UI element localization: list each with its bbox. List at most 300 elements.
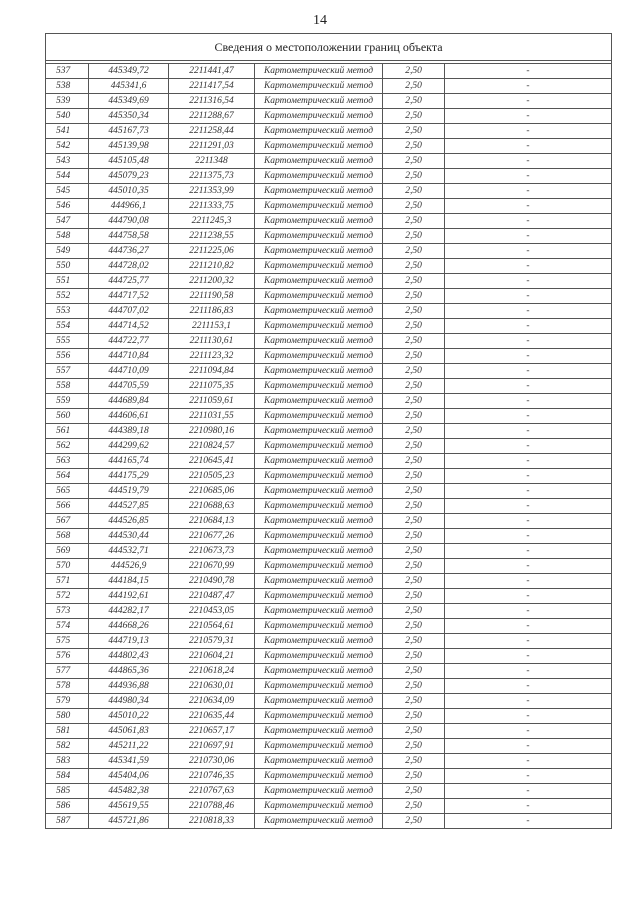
table-row bbox=[46, 679, 612, 694]
table-row bbox=[46, 64, 612, 79]
method-cell: Картометрический метод bbox=[255, 319, 383, 334]
x-coordinate-cell: 444719,13 bbox=[89, 634, 169, 649]
table-row bbox=[46, 124, 612, 139]
y-coordinate-cell: 2210788,46 bbox=[169, 799, 255, 814]
table-row bbox=[46, 709, 612, 724]
method-cell: Картометрический метод bbox=[255, 529, 383, 544]
y-coordinate-cell: 2210684,13 bbox=[169, 514, 255, 529]
precision-cell: 2,50 bbox=[383, 619, 445, 634]
x-coordinate-cell: 445010,22 bbox=[89, 709, 169, 724]
precision-cell: 2,50 bbox=[383, 229, 445, 244]
description-cell: - bbox=[445, 709, 612, 724]
y-coordinate-cell: 2210657,17 bbox=[169, 724, 255, 739]
x-coordinate-cell: 444519,79 bbox=[89, 484, 169, 499]
point-number-cell: 576 bbox=[46, 649, 89, 664]
precision-cell: 2,50 bbox=[383, 94, 445, 109]
precision-cell: 2,50 bbox=[383, 604, 445, 619]
point-number-cell: 578 bbox=[46, 679, 89, 694]
point-number-cell: 558 bbox=[46, 379, 89, 394]
method-cell: Картометрический метод bbox=[255, 364, 383, 379]
method-cell: Картометрический метод bbox=[255, 709, 383, 724]
y-coordinate-cell: 2210670,99 bbox=[169, 559, 255, 574]
y-coordinate-cell: 2210685,06 bbox=[169, 484, 255, 499]
description-cell: - bbox=[445, 769, 612, 784]
point-number-cell: 564 bbox=[46, 469, 89, 484]
x-coordinate-cell: 445482,38 bbox=[89, 784, 169, 799]
boundary-coordinates-table bbox=[45, 33, 612, 829]
precision-cell: 2,50 bbox=[383, 559, 445, 574]
method-cell: Картометрический метод bbox=[255, 274, 383, 289]
point-number-cell: 556 bbox=[46, 349, 89, 364]
point-number-cell: 550 bbox=[46, 259, 89, 274]
precision-cell: 2,50 bbox=[383, 304, 445, 319]
method-cell: Картометрический метод bbox=[255, 259, 383, 274]
method-cell: Картометрический метод bbox=[255, 619, 383, 634]
description-cell: - bbox=[445, 364, 612, 379]
table-row bbox=[46, 109, 612, 124]
y-coordinate-cell: 2211316,54 bbox=[169, 94, 255, 109]
point-number-cell: 566 bbox=[46, 499, 89, 514]
x-coordinate-cell: 444717,52 bbox=[89, 289, 169, 304]
x-coordinate-cell: 444184,15 bbox=[89, 574, 169, 589]
method-cell: Картометрический метод bbox=[255, 499, 383, 514]
method-cell: Картометрический метод bbox=[255, 769, 383, 784]
method-cell: Картометрический метод bbox=[255, 184, 383, 199]
point-number-cell: 561 bbox=[46, 424, 89, 439]
table-row bbox=[46, 319, 612, 334]
y-coordinate-cell: 2210630,01 bbox=[169, 679, 255, 694]
point-number-cell: 538 bbox=[46, 79, 89, 94]
point-number-cell: 571 bbox=[46, 574, 89, 589]
y-coordinate-cell: 2211288,67 bbox=[169, 109, 255, 124]
point-number-cell: 539 bbox=[46, 94, 89, 109]
description-cell: - bbox=[445, 259, 612, 274]
x-coordinate-cell: 445105,48 bbox=[89, 154, 169, 169]
method-cell: Картометрический метод bbox=[255, 814, 383, 829]
point-number-cell: 583 bbox=[46, 754, 89, 769]
precision-cell: 2,50 bbox=[383, 799, 445, 814]
point-number-cell: 541 bbox=[46, 124, 89, 139]
table-row bbox=[46, 784, 612, 799]
y-coordinate-cell: 2211258,44 bbox=[169, 124, 255, 139]
y-coordinate-cell: 2210673,73 bbox=[169, 544, 255, 559]
y-coordinate-cell: 2211210,82 bbox=[169, 259, 255, 274]
description-cell: - bbox=[445, 199, 612, 214]
point-number-cell: 565 bbox=[46, 484, 89, 499]
table-row bbox=[46, 754, 612, 769]
precision-cell: 2,50 bbox=[383, 499, 445, 514]
table-body bbox=[46, 34, 612, 829]
point-number-cell: 546 bbox=[46, 199, 89, 214]
x-coordinate-cell: 445079,23 bbox=[89, 169, 169, 184]
point-number-cell: 582 bbox=[46, 739, 89, 754]
y-coordinate-cell: 2211153,1 bbox=[169, 319, 255, 334]
table-row bbox=[46, 514, 612, 529]
point-number-cell: 587 bbox=[46, 814, 89, 829]
y-coordinate-cell: 2210746,35 bbox=[169, 769, 255, 784]
method-cell: Картометрический метод bbox=[255, 604, 383, 619]
point-number-cell: 581 bbox=[46, 724, 89, 739]
precision-cell: 2,50 bbox=[383, 214, 445, 229]
x-coordinate-cell: 445139,98 bbox=[89, 139, 169, 154]
table-row bbox=[46, 439, 612, 454]
method-cell: Картометрический метод bbox=[255, 469, 383, 484]
y-coordinate-cell: 2210767,63 bbox=[169, 784, 255, 799]
table-row bbox=[46, 289, 612, 304]
precision-cell: 2,50 bbox=[383, 469, 445, 484]
point-number-cell: 544 bbox=[46, 169, 89, 184]
method-cell: Картометрический метод bbox=[255, 154, 383, 169]
point-number-cell: 579 bbox=[46, 694, 89, 709]
table-row bbox=[46, 544, 612, 559]
description-cell: - bbox=[445, 679, 612, 694]
y-coordinate-cell: 2211186,83 bbox=[169, 304, 255, 319]
method-cell: Картометрический метод bbox=[255, 784, 383, 799]
table-row bbox=[46, 574, 612, 589]
table-row bbox=[46, 409, 612, 424]
method-cell: Картометрический метод bbox=[255, 199, 383, 214]
point-number-cell: 554 bbox=[46, 319, 89, 334]
description-cell: - bbox=[445, 244, 612, 259]
description-cell: - bbox=[445, 64, 612, 79]
method-cell: Картометрический метод bbox=[255, 244, 383, 259]
method-cell: Картометрический метод bbox=[255, 289, 383, 304]
description-cell: - bbox=[445, 499, 612, 514]
description-cell: - bbox=[445, 154, 612, 169]
precision-cell: 2,50 bbox=[383, 259, 445, 274]
precision-cell: 2,50 bbox=[383, 379, 445, 394]
description-cell: - bbox=[445, 184, 612, 199]
point-number-cell: 573 bbox=[46, 604, 89, 619]
y-coordinate-cell: 2210487,47 bbox=[169, 589, 255, 604]
table-row bbox=[46, 364, 612, 379]
x-coordinate-cell: 444865,36 bbox=[89, 664, 169, 679]
table-row bbox=[46, 814, 612, 829]
x-coordinate-cell: 444714,52 bbox=[89, 319, 169, 334]
x-coordinate-cell: 444389,18 bbox=[89, 424, 169, 439]
method-cell: Картометрический метод bbox=[255, 559, 383, 574]
x-coordinate-cell: 445350,34 bbox=[89, 109, 169, 124]
precision-cell: 2,50 bbox=[383, 724, 445, 739]
table-row bbox=[46, 349, 612, 364]
y-coordinate-cell: 2210645,41 bbox=[169, 454, 255, 469]
y-coordinate-cell: 2210824,57 bbox=[169, 439, 255, 454]
x-coordinate-cell: 444802,43 bbox=[89, 649, 169, 664]
table-row bbox=[46, 604, 612, 619]
description-cell: - bbox=[445, 694, 612, 709]
x-coordinate-cell: 444725,77 bbox=[89, 274, 169, 289]
x-coordinate-cell: 444722,77 bbox=[89, 334, 169, 349]
description-cell: - bbox=[445, 484, 612, 499]
point-number-cell: 540 bbox=[46, 109, 89, 124]
point-number-cell: 549 bbox=[46, 244, 89, 259]
y-coordinate-cell: 2211348 bbox=[169, 154, 255, 169]
method-cell: Картометрический метод bbox=[255, 799, 383, 814]
x-coordinate-cell: 445349,69 bbox=[89, 94, 169, 109]
x-coordinate-cell: 444980,34 bbox=[89, 694, 169, 709]
y-coordinate-cell: 2211200,32 bbox=[169, 274, 255, 289]
method-cell: Картометрический метод bbox=[255, 694, 383, 709]
description-cell: - bbox=[445, 349, 612, 364]
description-cell: - bbox=[445, 544, 612, 559]
x-coordinate-cell: 445721,86 bbox=[89, 814, 169, 829]
y-coordinate-cell: 2210604,21 bbox=[169, 649, 255, 664]
point-number-cell: 567 bbox=[46, 514, 89, 529]
precision-cell: 2,50 bbox=[383, 634, 445, 649]
point-number-cell: 543 bbox=[46, 154, 89, 169]
method-cell: Картометрический метод bbox=[255, 424, 383, 439]
description-cell: - bbox=[445, 619, 612, 634]
x-coordinate-cell: 445619,55 bbox=[89, 799, 169, 814]
x-coordinate-cell: 444606,61 bbox=[89, 409, 169, 424]
point-number-cell: 551 bbox=[46, 274, 89, 289]
precision-cell: 2,50 bbox=[383, 289, 445, 304]
table-row bbox=[46, 559, 612, 574]
description-cell: - bbox=[445, 604, 612, 619]
x-coordinate-cell: 444936,88 bbox=[89, 679, 169, 694]
description-cell: - bbox=[445, 109, 612, 124]
y-coordinate-cell: 2210564,61 bbox=[169, 619, 255, 634]
description-cell: - bbox=[445, 799, 612, 814]
table-row bbox=[46, 304, 612, 319]
point-number-cell: 585 bbox=[46, 784, 89, 799]
x-coordinate-cell: 444165,74 bbox=[89, 454, 169, 469]
description-cell: - bbox=[445, 274, 612, 289]
x-coordinate-cell: 444175,29 bbox=[89, 469, 169, 484]
description-cell: - bbox=[445, 334, 612, 349]
method-cell: Картометрический метод bbox=[255, 229, 383, 244]
point-number-cell: 542 bbox=[46, 139, 89, 154]
table-row bbox=[46, 649, 612, 664]
table-row bbox=[46, 274, 612, 289]
method-cell: Картометрический метод bbox=[255, 589, 383, 604]
point-number-cell: 562 bbox=[46, 439, 89, 454]
precision-cell: 2,50 bbox=[383, 334, 445, 349]
y-coordinate-cell: 2211291,03 bbox=[169, 139, 255, 154]
point-number-cell: 537 bbox=[46, 64, 89, 79]
table-row bbox=[46, 214, 612, 229]
description-cell: - bbox=[445, 304, 612, 319]
point-number-cell: 568 bbox=[46, 529, 89, 544]
page-number: 14 bbox=[313, 13, 327, 28]
precision-cell: 2,50 bbox=[383, 709, 445, 724]
x-coordinate-cell: 444282,17 bbox=[89, 604, 169, 619]
point-number-cell: 563 bbox=[46, 454, 89, 469]
x-coordinate-cell: 445010,35 bbox=[89, 184, 169, 199]
precision-cell: 2,50 bbox=[383, 424, 445, 439]
x-coordinate-cell: 444526,9 bbox=[89, 559, 169, 574]
table-row bbox=[46, 199, 612, 214]
x-coordinate-cell: 444728,02 bbox=[89, 259, 169, 274]
y-coordinate-cell: 2211441,47 bbox=[169, 64, 255, 79]
method-cell: Картометрический метод bbox=[255, 214, 383, 229]
description-cell: - bbox=[445, 379, 612, 394]
table-row bbox=[46, 454, 612, 469]
method-cell: Картометрический метод bbox=[255, 394, 383, 409]
precision-cell: 2,50 bbox=[383, 679, 445, 694]
y-coordinate-cell: 2210453,05 bbox=[169, 604, 255, 619]
description-cell: - bbox=[445, 739, 612, 754]
precision-cell: 2,50 bbox=[383, 64, 445, 79]
method-cell: Картометрический метод bbox=[255, 349, 383, 364]
precision-cell: 2,50 bbox=[383, 574, 445, 589]
x-coordinate-cell: 445167,73 bbox=[89, 124, 169, 139]
description-cell: - bbox=[445, 424, 612, 439]
method-cell: Картометрический метод bbox=[255, 94, 383, 109]
y-coordinate-cell: 2210980,16 bbox=[169, 424, 255, 439]
point-number-cell: 547 bbox=[46, 214, 89, 229]
x-coordinate-cell: 444530,44 bbox=[89, 529, 169, 544]
table-row bbox=[46, 664, 612, 679]
description-cell: - bbox=[445, 124, 612, 139]
table-row bbox=[46, 169, 612, 184]
y-coordinate-cell: 2211059,61 bbox=[169, 394, 255, 409]
method-cell: Картометрический метод bbox=[255, 739, 383, 754]
table-row bbox=[46, 619, 612, 634]
precision-cell: 2,50 bbox=[383, 319, 445, 334]
x-coordinate-cell: 444532,71 bbox=[89, 544, 169, 559]
x-coordinate-cell: 445211,22 bbox=[89, 739, 169, 754]
description-cell: - bbox=[445, 724, 612, 739]
description-cell: - bbox=[445, 514, 612, 529]
description-cell: - bbox=[445, 664, 612, 679]
table-row bbox=[46, 469, 612, 484]
description-cell: - bbox=[445, 574, 612, 589]
table-row bbox=[46, 634, 612, 649]
table-row bbox=[46, 259, 612, 274]
method-cell: Картометрический метод bbox=[255, 79, 383, 94]
y-coordinate-cell: 2211123,32 bbox=[169, 349, 255, 364]
table-title: Сведения о местоположении границ объекта bbox=[46, 34, 612, 61]
description-cell: - bbox=[445, 634, 612, 649]
x-coordinate-cell: 445341,59 bbox=[89, 754, 169, 769]
table-row bbox=[46, 244, 612, 259]
description-cell: - bbox=[445, 784, 612, 799]
method-cell: Картометрический метод bbox=[255, 169, 383, 184]
precision-cell: 2,50 bbox=[383, 199, 445, 214]
description-cell: - bbox=[445, 589, 612, 604]
description-cell: - bbox=[445, 169, 612, 184]
y-coordinate-cell: 2211245,3 bbox=[169, 214, 255, 229]
method-cell: Картометрический метод bbox=[255, 334, 383, 349]
point-number-cell: 545 bbox=[46, 184, 89, 199]
x-coordinate-cell: 444299,62 bbox=[89, 439, 169, 454]
y-coordinate-cell: 2210579,31 bbox=[169, 634, 255, 649]
table-row bbox=[46, 529, 612, 544]
y-coordinate-cell: 2210677,26 bbox=[169, 529, 255, 544]
table-row bbox=[46, 229, 612, 244]
precision-cell: 2,50 bbox=[383, 589, 445, 604]
x-coordinate-cell: 444526,85 bbox=[89, 514, 169, 529]
y-coordinate-cell: 2211075,35 bbox=[169, 379, 255, 394]
description-cell: - bbox=[445, 454, 612, 469]
x-coordinate-cell: 444668,26 bbox=[89, 619, 169, 634]
description-cell: - bbox=[445, 139, 612, 154]
precision-cell: 2,50 bbox=[383, 274, 445, 289]
precision-cell: 2,50 bbox=[383, 439, 445, 454]
x-coordinate-cell: 444192,61 bbox=[89, 589, 169, 604]
y-coordinate-cell: 2211225,06 bbox=[169, 244, 255, 259]
table-row bbox=[46, 694, 612, 709]
method-cell: Картометрический метод bbox=[255, 379, 383, 394]
x-coordinate-cell: 444966,1 bbox=[89, 199, 169, 214]
table-row bbox=[46, 484, 612, 499]
y-coordinate-cell: 2211190,58 bbox=[169, 289, 255, 304]
method-cell: Картометрический метод bbox=[255, 139, 383, 154]
table-row bbox=[46, 334, 612, 349]
description-cell: - bbox=[445, 469, 612, 484]
boundary-coordinates-table-wrapper bbox=[45, 33, 611, 829]
point-number-cell: 557 bbox=[46, 364, 89, 379]
table-row bbox=[46, 394, 612, 409]
y-coordinate-cell: 2210505,23 bbox=[169, 469, 255, 484]
precision-cell: 2,50 bbox=[383, 364, 445, 379]
y-coordinate-cell: 2211417,54 bbox=[169, 79, 255, 94]
y-coordinate-cell: 2211375,73 bbox=[169, 169, 255, 184]
y-coordinate-cell: 2211130,61 bbox=[169, 334, 255, 349]
point-number-cell: 570 bbox=[46, 559, 89, 574]
x-coordinate-cell: 444710,84 bbox=[89, 349, 169, 364]
description-cell: - bbox=[445, 529, 612, 544]
table-row bbox=[46, 94, 612, 109]
x-coordinate-cell: 444790,08 bbox=[89, 214, 169, 229]
table-header-row bbox=[46, 34, 612, 61]
method-cell: Картометрический метод bbox=[255, 544, 383, 559]
description-cell: - bbox=[445, 214, 612, 229]
y-coordinate-cell: 2210634,09 bbox=[169, 694, 255, 709]
table-row bbox=[46, 79, 612, 94]
table-row bbox=[46, 379, 612, 394]
precision-cell: 2,50 bbox=[383, 409, 445, 424]
precision-cell: 2,50 bbox=[383, 529, 445, 544]
y-coordinate-cell: 2210818,33 bbox=[169, 814, 255, 829]
x-coordinate-cell: 444705,59 bbox=[89, 379, 169, 394]
precision-cell: 2,50 bbox=[383, 649, 445, 664]
table-row bbox=[46, 799, 612, 814]
x-coordinate-cell: 445061,83 bbox=[89, 724, 169, 739]
description-cell: - bbox=[445, 649, 612, 664]
precision-cell: 2,50 bbox=[383, 814, 445, 829]
precision-cell: 2,50 bbox=[383, 139, 445, 154]
point-number-cell: 572 bbox=[46, 589, 89, 604]
point-number-cell: 580 bbox=[46, 709, 89, 724]
x-coordinate-cell: 444527,85 bbox=[89, 499, 169, 514]
description-cell: - bbox=[445, 229, 612, 244]
x-coordinate-cell: 444736,27 bbox=[89, 244, 169, 259]
point-number-cell: 586 bbox=[46, 799, 89, 814]
precision-cell: 2,50 bbox=[383, 514, 445, 529]
method-cell: Картометрический метод bbox=[255, 679, 383, 694]
point-number-cell: 574 bbox=[46, 619, 89, 634]
precision-cell: 2,50 bbox=[383, 394, 445, 409]
y-coordinate-cell: 2210730,06 bbox=[169, 754, 255, 769]
x-coordinate-cell: 445404,06 bbox=[89, 769, 169, 784]
precision-cell: 2,50 bbox=[383, 769, 445, 784]
method-cell: Картометрический метод bbox=[255, 649, 383, 664]
method-cell: Картометрический метод bbox=[255, 409, 383, 424]
point-number-cell: 552 bbox=[46, 289, 89, 304]
x-coordinate-cell: 444707,02 bbox=[89, 304, 169, 319]
precision-cell: 2,50 bbox=[383, 244, 445, 259]
method-cell: Картометрический метод bbox=[255, 724, 383, 739]
table-row bbox=[46, 739, 612, 754]
x-coordinate-cell: 445341,6 bbox=[89, 79, 169, 94]
y-coordinate-cell: 2211238,55 bbox=[169, 229, 255, 244]
description-cell: - bbox=[445, 289, 612, 304]
table-row bbox=[46, 499, 612, 514]
point-number-cell: 584 bbox=[46, 769, 89, 784]
point-number-cell: 555 bbox=[46, 334, 89, 349]
